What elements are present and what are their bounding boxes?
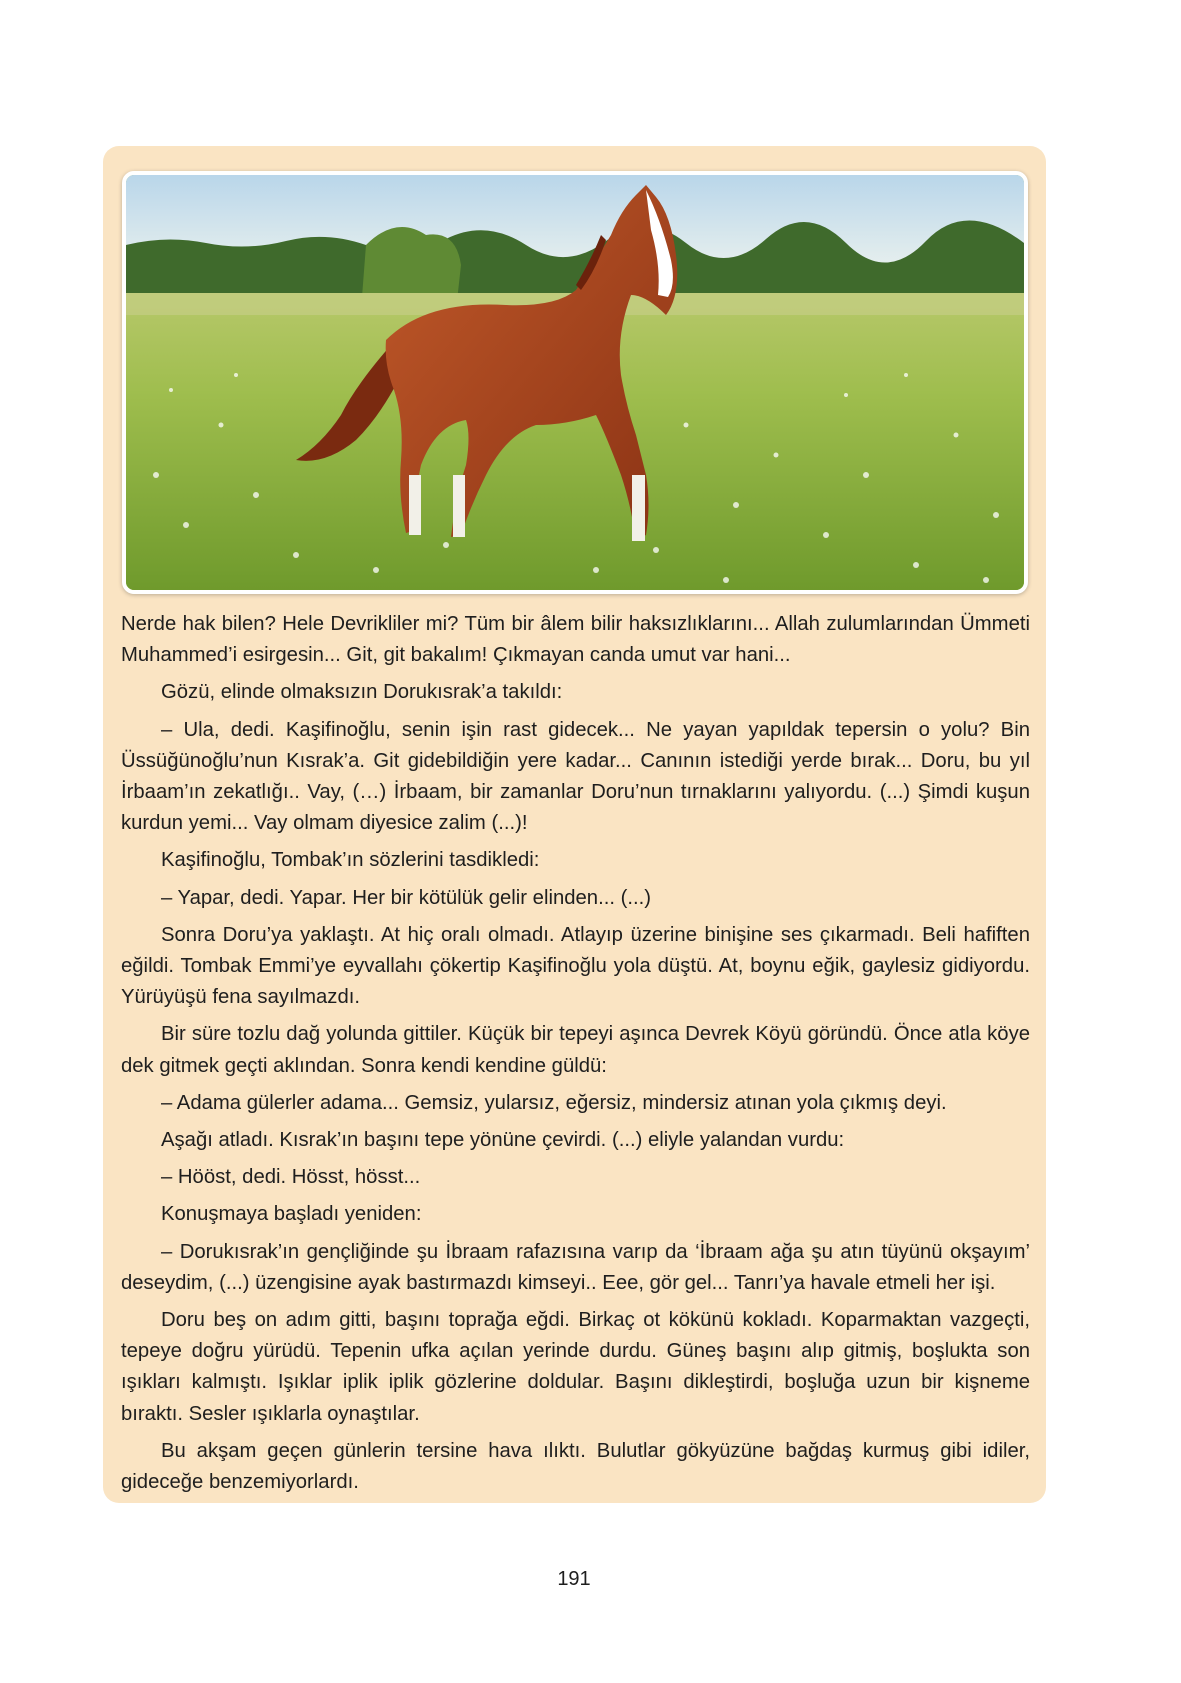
paragraph-14: Bu akşam geçen günlerin tersine hava ılıktı. Bulutlar gökyüzüne bağdaş kurmuş gibi idiler, gideceğe benzemiyorlardı. <box>121 1439 1030 1494</box>
story-text <box>121 609 1030 1504</box>
paragraph-5: – Yapar, dedi. Yapar. Her bir kötülük gelir elinden... (...) <box>161 886 652 909</box>
paragraph-1: Nerde hak bilen? Hele Devrikliler mi? Tüm bir âlem bilir haksızlıklarını... Allah zulumlarından Ümmeti Muhammed’i esirgesin... Git, git bakalım! Çıkmayan canda umut var hani... <box>121 613 1030 667</box>
paragraph-10: – Hööst, dedi. Hösst, hösst... <box>161 1166 421 1189</box>
horse-image <box>126 175 1024 590</box>
paragraph-12: – Dorukısrak’ın gençliğinde şu İbraam rafazısına varıp da ‘İbraam ağa şu atın tüyünü okşayım’ deseydim, (...) üzengisine ayak bastırmazdı kimseyi.. Eee, gör gel... Tanrı’ya havale etmeli her işi. <box>121 1240 1030 1294</box>
paragraph-11: Konuşmaya başladı yeniden: <box>161 1203 422 1226</box>
paragraph-8: – Adama gülerler adama... Gemsiz, yularsız, eğersiz, mindersiz atınan yola çıkmış deyi. <box>161 1091 947 1114</box>
paragraph-4: Kaşifinoğlu, Tombak’ın sözlerini tasdikledi: <box>161 849 540 872</box>
paragraph-7: Bir süre tozlu dağ yolunda gittiler. Küçük bir tepeyi aşınca Devrek Köyü göründü. Önce atla köye dek gitmek geçti aklından. Sonra kendi kendine güldü: <box>121 1023 1030 1077</box>
paragraph-6: Sonra Doru’ya yaklaştı. At hiç oralı olmadı. Atlayıp üzerine binişine ses çıkarmadı. Beli hafiften eğildi. Tombak Emmi’ye eyvallahı çökertip Kaşifinoğlu yola düştü. At, boynu eğik, gaylesiz gidiyordu. Yürüyüşü fena sayılmazdı. <box>121 923 1030 1009</box>
page-number: 191 <box>557 1568 591 1590</box>
paragraph-3: – Ula, dedi. Kaşifinoğlu, senin işin rast gidecek... Ne yayan yapıldak tepersin o yolu? Bin Üssüğünoğlu’nun Kısrak’a. Git gidebildiğin yere kadar... Canının istediği yerde bırak... Doru, bu yıl İrbaam’ın zekatlığı.. Vay, (…) İrbaam, bir zamanlar Doru’nun tırnaklarını yalıyordu. (...) Şimdi kuşun kurdun yemi... Vay olmam diyesice zalim (...)! <box>121 718 1030 835</box>
paragraph-13: Doru beş on adım gitti, başını toprağa eğdi. Birkaç ot kökünü kokladı. Koparmaktan vazgeçti, tepeye doğru yürüdü. Tepenin ufka açılan yerinde durdu. Güneş başını alıp gitmiş, boşlukta son ışıkları kalmıştı. Işıklar iplik iplik gözlerine doldular. Başını dikleştirdi, boşluğa uzun bir kişneme bıraktı. Sesler ışıklarla oynaştılar. <box>121 1309 1030 1425</box>
horse-photo <box>122 171 1028 594</box>
paragraph-2: Gözü, elinde olmaksızın Dorukısrak’a takıldı: <box>161 681 563 704</box>
story-panel <box>103 146 1046 1503</box>
paragraph-9: Aşağı atladı. Kısrak’ın başını tepe yönüne çevirdi. (...) eliyle yalandan vurdu: <box>161 1129 845 1152</box>
